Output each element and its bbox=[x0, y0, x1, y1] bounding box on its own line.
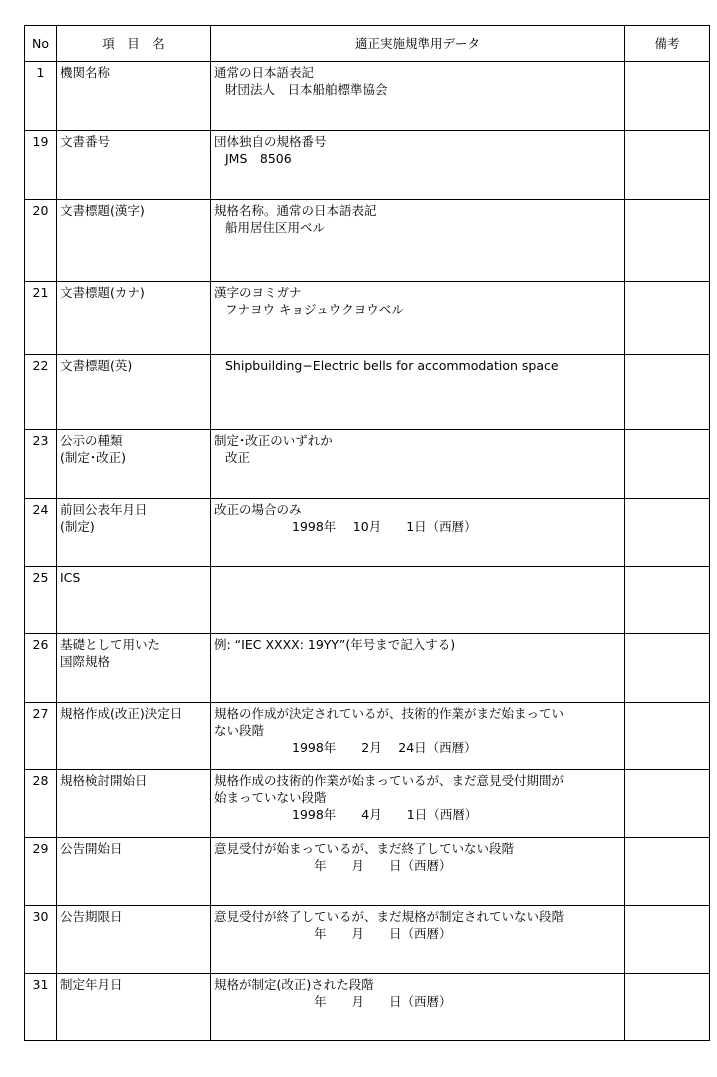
row-item bbox=[57, 634, 211, 703]
row-item bbox=[57, 62, 211, 131]
row-remarks bbox=[625, 567, 710, 634]
data-line: 規格作成の技術的作業が始まっているが、まだ意見受付期間が bbox=[214, 773, 565, 788]
data-line: 意見受付が終了しているが、まだ規格が制定されていない段階 bbox=[214, 909, 565, 924]
header-data: 適正実施規準用データ bbox=[211, 26, 625, 62]
row-item bbox=[57, 200, 211, 282]
row-no: 23 bbox=[25, 430, 57, 499]
row-remarks bbox=[625, 703, 710, 770]
row-item bbox=[57, 567, 211, 634]
table-row bbox=[25, 906, 710, 974]
data-line: 漢字のヨミガナ bbox=[214, 285, 302, 300]
data-value: Shipbuilding−Electric bells for accommodation space bbox=[225, 358, 559, 373]
data-line: 例: “IEC XXXX: 19YY”(年号まで記入する) bbox=[214, 637, 456, 652]
header-no: No bbox=[25, 26, 57, 62]
item-line: 文書番号 bbox=[60, 134, 111, 149]
data-value: 財団法人 日本船舶標準協会 bbox=[225, 82, 388, 97]
row-data bbox=[211, 838, 625, 906]
row-data bbox=[211, 200, 625, 282]
row-remarks bbox=[625, 430, 710, 499]
data-line: 規格名称。通常の日本語表記 bbox=[214, 203, 377, 218]
row-data bbox=[211, 62, 625, 131]
item-line: (制定) bbox=[60, 519, 95, 534]
row-no: 28 bbox=[25, 770, 57, 838]
table-row bbox=[25, 974, 710, 1041]
item-line: 公示の種類 bbox=[60, 433, 123, 448]
row-item bbox=[57, 355, 211, 430]
row-data bbox=[211, 906, 625, 974]
row-no: 30 bbox=[25, 906, 57, 974]
row-data bbox=[211, 770, 625, 838]
item-line: 規格作成(改正)決定日 bbox=[60, 706, 183, 721]
item-line: 公告開始日 bbox=[60, 841, 123, 856]
row-data bbox=[211, 430, 625, 499]
item-line: 公告期限日 bbox=[60, 909, 123, 924]
data-line: 規格の作成が決定されているが、技術的作業がまだ始まってい bbox=[214, 706, 565, 721]
row-remarks bbox=[625, 282, 710, 355]
row-remarks bbox=[625, 131, 710, 200]
data-line: 始まっていない段階 bbox=[214, 790, 327, 805]
date-value: 年 月 日（西暦） bbox=[314, 858, 452, 873]
row-no: 22 bbox=[25, 355, 57, 430]
table-row bbox=[25, 62, 710, 131]
row-no: 19 bbox=[25, 131, 57, 200]
row-remarks bbox=[625, 200, 710, 282]
date-value: 年 月 日（西暦） bbox=[314, 994, 452, 1009]
row-item bbox=[57, 282, 211, 355]
item-line: 文書標題(漢字) bbox=[60, 203, 145, 218]
date-value: 年 月 日（西暦） bbox=[314, 926, 452, 941]
table-row bbox=[25, 634, 710, 703]
data-line: 団体独自の規格番号 bbox=[214, 134, 327, 149]
row-remarks bbox=[625, 62, 710, 131]
data-line: 意見受付が始まっているが、まだ終了していない段階 bbox=[214, 841, 515, 856]
table-row bbox=[25, 282, 710, 355]
row-data bbox=[211, 282, 625, 355]
row-remarks bbox=[625, 770, 710, 838]
row-data bbox=[211, 703, 625, 770]
row-item bbox=[57, 703, 211, 770]
item-line: 国際規格 bbox=[60, 654, 111, 669]
row-remarks bbox=[625, 838, 710, 906]
row-no: 26 bbox=[25, 634, 57, 703]
row-no: 27 bbox=[25, 703, 57, 770]
row-no: 24 bbox=[25, 499, 57, 567]
table-row bbox=[25, 703, 710, 770]
row-no: 1 bbox=[25, 62, 57, 131]
row-data bbox=[211, 634, 625, 703]
row-remarks bbox=[625, 499, 710, 567]
row-item bbox=[57, 430, 211, 499]
item-line: 基礎として用いた bbox=[60, 637, 161, 652]
row-data bbox=[211, 974, 625, 1041]
row-remarks bbox=[625, 906, 710, 974]
table-row bbox=[25, 499, 710, 567]
date-value: 1998年 10月 1日（西暦） bbox=[292, 519, 477, 534]
row-no: 20 bbox=[25, 200, 57, 282]
table-row bbox=[25, 131, 710, 200]
date-value: 1998年 4月 1日（西暦） bbox=[292, 807, 478, 822]
row-item bbox=[57, 131, 211, 200]
row-data bbox=[211, 131, 625, 200]
row-data bbox=[211, 355, 625, 430]
table-row bbox=[25, 770, 710, 838]
item-line: 前回公表年月日 bbox=[60, 502, 148, 517]
item-line: 機関名称 bbox=[60, 65, 111, 80]
table-row bbox=[25, 838, 710, 906]
row-no: 29 bbox=[25, 838, 57, 906]
row-item bbox=[57, 974, 211, 1041]
row-remarks bbox=[625, 355, 710, 430]
row-remarks bbox=[625, 974, 710, 1041]
data-line: 制定･改正のいずれか bbox=[214, 433, 333, 448]
item-line: 規格検討開始日 bbox=[60, 773, 148, 788]
row-no: 31 bbox=[25, 974, 57, 1041]
item-line: 文書標題(カナ) bbox=[60, 285, 145, 300]
row-remarks bbox=[625, 634, 710, 703]
table-row bbox=[25, 567, 710, 634]
header-remarks: 備考 bbox=[625, 26, 710, 62]
table-row bbox=[25, 200, 710, 282]
data-value: フナヨウ キョジュウクヨウベル bbox=[225, 302, 404, 317]
row-data bbox=[211, 499, 625, 567]
item-line: 文書標題(英) bbox=[60, 358, 133, 373]
table-header-row bbox=[25, 26, 710, 62]
item-line: 制定年月日 bbox=[60, 977, 123, 992]
row-item bbox=[57, 838, 211, 906]
row-item bbox=[57, 499, 211, 567]
row-data bbox=[211, 567, 625, 634]
data-line: 改正の場合のみ bbox=[214, 502, 302, 517]
data-value: 改正 bbox=[225, 450, 251, 465]
standards-data-table bbox=[24, 25, 710, 1041]
table-row bbox=[25, 355, 710, 430]
header-item-name: 項 目 名 bbox=[57, 26, 211, 62]
data-line: 通常の日本語表記 bbox=[214, 65, 315, 80]
data-value: 船用居住区用ベル bbox=[225, 220, 326, 235]
data-line: ない段階 bbox=[214, 723, 265, 738]
date-value: 1998年 2月 24日（西暦） bbox=[292, 740, 477, 755]
data-line: 規格が制定(改正)された段階 bbox=[214, 977, 374, 992]
data-value: JMS 8506 bbox=[225, 151, 292, 166]
row-no: 25 bbox=[25, 567, 57, 634]
item-line: ICS bbox=[60, 570, 81, 585]
table-row bbox=[25, 430, 710, 499]
row-item bbox=[57, 906, 211, 974]
row-no: 21 bbox=[25, 282, 57, 355]
row-item bbox=[57, 770, 211, 838]
item-line: (制定･改正) bbox=[60, 450, 127, 465]
